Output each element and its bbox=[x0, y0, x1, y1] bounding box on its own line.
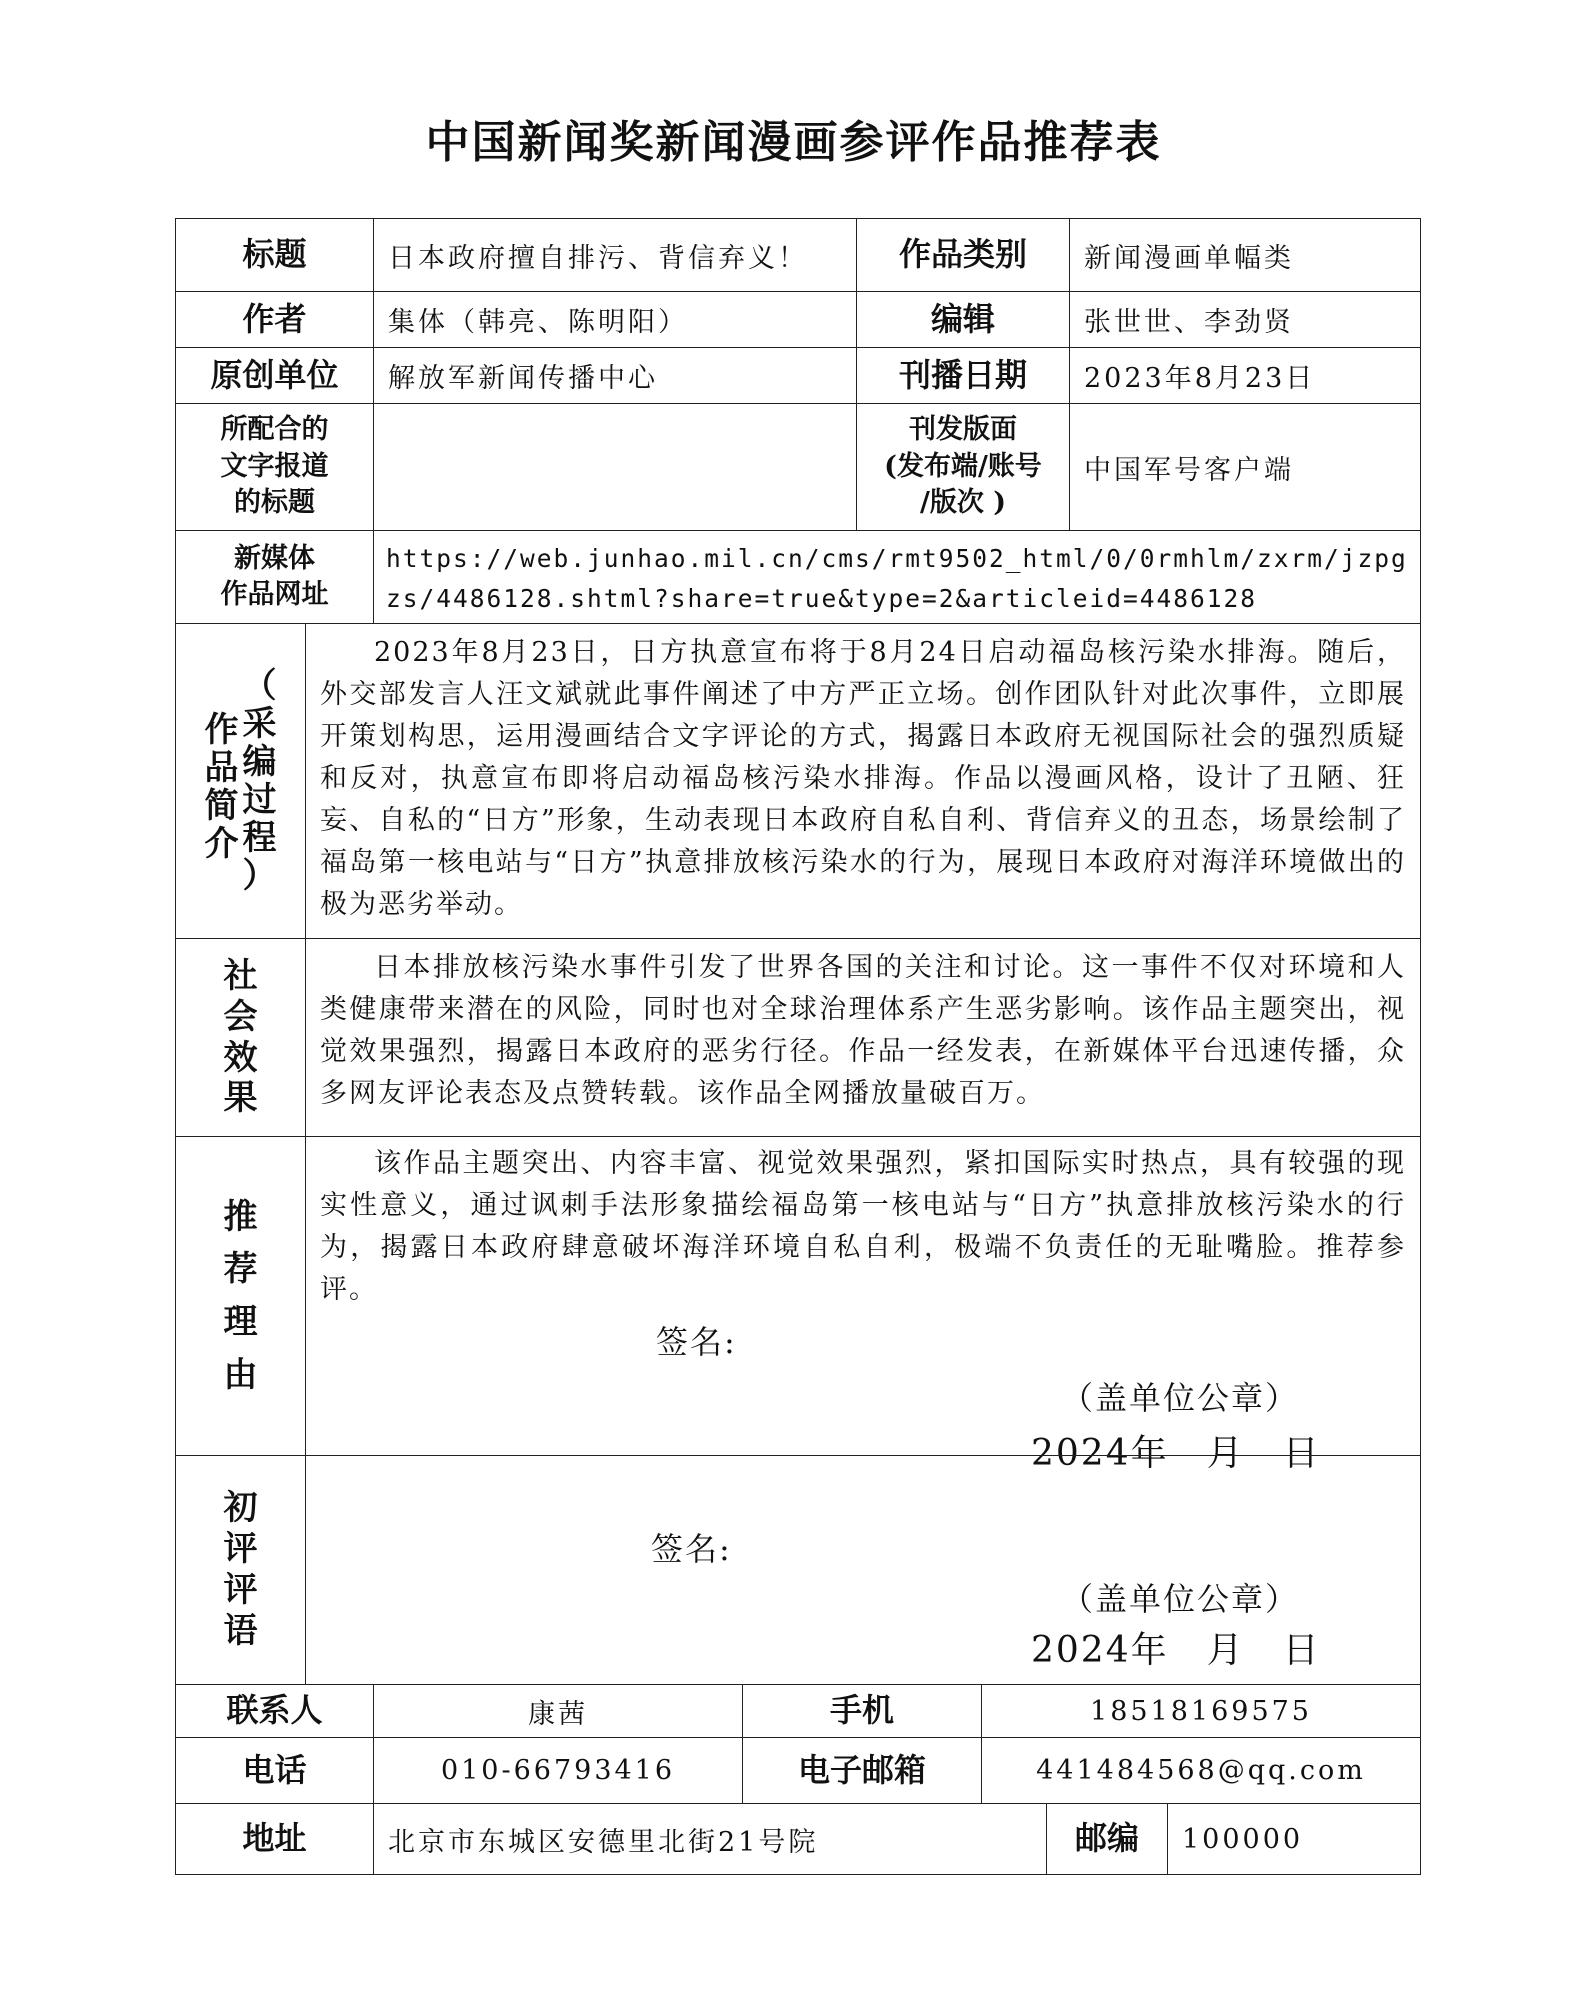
author-value: 集体（韩亮、陈明阳） bbox=[373, 291, 857, 348]
layout-value: 中国军号客户端 bbox=[1069, 403, 1421, 531]
layout-label-line: /版次 ) bbox=[919, 487, 1007, 519]
effect-label: 社 会 效 果 bbox=[175, 938, 306, 1137]
address-value: 北京市东城区安德里北街21号院 bbox=[373, 1803, 1047, 1875]
review-cell bbox=[305, 1455, 1421, 1685]
recommend-text: 该作品主题突出、内容丰富、视觉效果强烈，紧扣国际实时热点，具有较强的现实性意义，通过讽刺手法形象描绘福岛第一核电站与“日方”执意排放核污染水的行为，揭露日本政府肆意破坏海洋环境自私自利，极端不负责任的无耻嘴脸。推荐参评。 bbox=[320, 1148, 1406, 1305]
editor-label: 编辑 bbox=[856, 291, 1070, 348]
intro-label-main: 作 品 简 介 bbox=[204, 709, 239, 864]
recommend-sign: 签名: bbox=[656, 1323, 737, 1361]
intro-text: 2023年8月23日，日方执意宣布将于8月24日启动福岛核污染水排海。随后，外交部发言人汪文斌就此事件阐述了中方严正立场。创作团队针对此次事件，立即展开策划构思，运用漫画结合文字评论的方式，揭露日本政府无视国际社会的强烈质疑和反对，执意宣布即将启动福岛核污染水排海。作品以漫画风格，设计了丑陋、狂妄、自私的“日方”形象，生动表现日本政府自私自利、背信弃义的丑态，场景绘制了福岛第一核电站与“日方”执意排放核污染水的行为，展现日本政府对海洋环境做出的极为恶劣举动。 bbox=[305, 623, 1421, 939]
url-label bbox=[175, 530, 374, 624]
review-label: 初 评 评 语 bbox=[175, 1455, 306, 1685]
email-label: 电子邮箱 bbox=[742, 1737, 982, 1804]
recommend-seal: （盖单位公章） bbox=[1061, 1379, 1300, 1417]
url-label-line: 新媒体 bbox=[234, 542, 315, 574]
review-sign: 签名: bbox=[651, 1530, 732, 1568]
review-seal: （盖单位公章） bbox=[1061, 1580, 1300, 1618]
email-value: 441484568@qq.com bbox=[981, 1737, 1421, 1804]
related-value bbox=[373, 403, 857, 531]
intro-label-paren: （ 采 编 过 程 ） bbox=[242, 665, 277, 897]
layout-label bbox=[856, 403, 1070, 531]
unit-label: 原创单位 bbox=[175, 347, 374, 404]
related-label-line: 文字报道 bbox=[220, 450, 329, 482]
related-label-line: 所配合的 bbox=[220, 414, 329, 446]
pubdate-value: 2023年8月23日 bbox=[1069, 347, 1421, 404]
recommend-label: 推 荐 理 由 bbox=[175, 1136, 306, 1456]
effect-text: 日本排放核污染水事件引发了世界各国的关注和讨论。这一事件不仅对环境和人类健康带来潜在的风险，同时也对全球治理体系产生恶劣影响。该作品主题突出，视觉效果强烈，揭露日本政府的恶劣行径。作品一经发表，在新媒体平台迅速传播，众多网友评论表态及点赞转载。该作品全网播放量破百万。 bbox=[305, 938, 1421, 1137]
title-label: 标题 bbox=[175, 218, 374, 292]
mobile-label: 手机 bbox=[742, 1684, 982, 1738]
category-label: 作品类别 bbox=[856, 218, 1070, 292]
recommendation-form bbox=[175, 218, 1421, 1875]
category-value: 新闻漫画单幅类 bbox=[1069, 218, 1421, 292]
intro-label bbox=[175, 623, 306, 939]
title-value: 日本政府擅自排污、背信弃义！ bbox=[373, 218, 857, 292]
related-label bbox=[175, 403, 374, 531]
page-title: 中国新闻奖新闻漫画参评作品推荐表 bbox=[425, 117, 1162, 168]
pubdate-label: 刊播日期 bbox=[856, 347, 1070, 404]
layout-label-line: (发布端/账号 bbox=[884, 450, 1042, 482]
zip-value: 100000 bbox=[1167, 1803, 1421, 1875]
editor-value: 张世世、李劲贤 bbox=[1069, 291, 1421, 348]
contact-person-label: 联系人 bbox=[175, 1684, 374, 1738]
recommend-date: 2024年 月 日 bbox=[1031, 1433, 1321, 1474]
contact-person-value: 康茜 bbox=[373, 1684, 743, 1738]
review-date: 2024年 月 日 bbox=[1031, 1630, 1321, 1671]
zip-label: 邮编 bbox=[1046, 1803, 1168, 1875]
author-label: 作者 bbox=[175, 291, 374, 348]
phone-value: 010-66793416 bbox=[373, 1737, 743, 1804]
url-value[interactable]: https://web.junhao.mil.cn/cms/rmt9502_html/0/0rmhlm/zxrm/jzpgzs/4486128.shtml?share=true&type=2&articleid=4486128 bbox=[373, 530, 1421, 624]
mobile-value: 18518169575 bbox=[981, 1684, 1421, 1738]
layout-label-line: 刊发版面 bbox=[909, 414, 1017, 446]
related-label-line: 的标题 bbox=[234, 487, 315, 519]
phone-label: 电话 bbox=[175, 1737, 374, 1804]
recommend-cell bbox=[305, 1136, 1421, 1474]
unit-value: 解放军新闻传播中心 bbox=[373, 347, 857, 404]
url-label-line: 作品网址 bbox=[220, 579, 329, 610]
address-label: 地址 bbox=[175, 1803, 374, 1875]
